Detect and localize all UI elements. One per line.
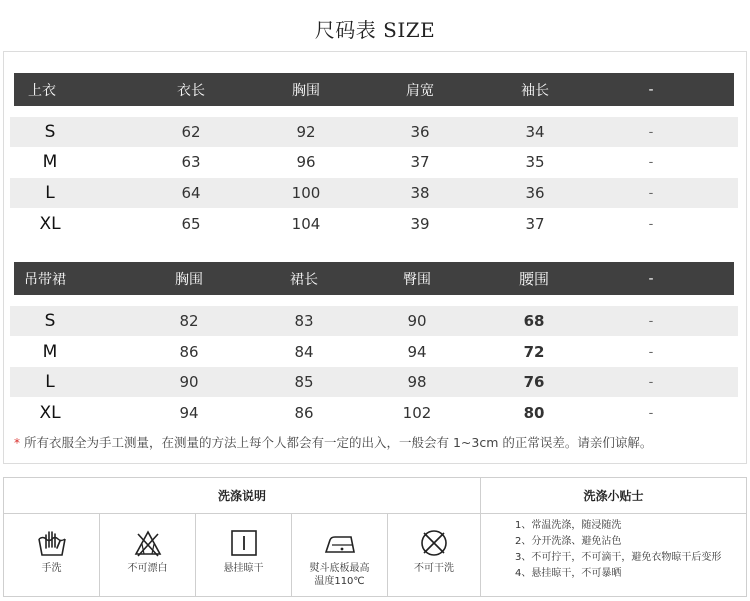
table-cell: 92: [296, 123, 316, 141]
top-header-bust: 胸围: [292, 82, 320, 99]
list-item: 4、悬挂晾干，不可暴晒: [515, 568, 622, 579]
table-cell: 39: [410, 215, 430, 233]
care-label-line1: 熨斗底板最高: [309, 563, 370, 574]
dress-header-length: 裙长: [290, 271, 318, 288]
list-item: 2、分开洗涤、避免沾色: [515, 536, 622, 547]
dress-header-bust: 胸围: [175, 271, 203, 288]
table-cell: -: [648, 313, 654, 329]
size-label: L: [45, 183, 55, 203]
table-cell: -: [648, 405, 654, 421]
size-label: S: [44, 122, 56, 142]
table-cell: 68: [523, 312, 545, 330]
care-item-iron: [292, 514, 388, 596]
care-panel: [3, 477, 747, 597]
table-cell: 64: [181, 184, 201, 202]
size-label: L: [45, 372, 55, 392]
table-row: [10, 337, 738, 367]
table-cell: 76: [523, 373, 545, 391]
size-label: XL: [39, 403, 61, 423]
top-header-extra: -: [648, 81, 654, 98]
page-title: 尺码表 SIZE: [314, 18, 436, 42]
care-label: 悬挂晾干: [223, 563, 264, 574]
size-label: XL: [39, 214, 61, 234]
dress-header-waist: 腰围: [518, 270, 549, 288]
top-header-length: 衣长: [177, 82, 205, 99]
table-cell: 63: [181, 153, 201, 171]
top-table-header: [14, 73, 734, 106]
table-cell: 96: [296, 153, 316, 171]
hand-wash-icon: [35, 526, 69, 560]
table-cell: 38: [410, 184, 430, 202]
care-label: 不可干洗: [414, 563, 454, 574]
table-cell: 62: [181, 123, 201, 141]
top-header-sleeve: 袖长: [521, 82, 549, 99]
table-cell: -: [648, 124, 654, 140]
table-cell: -: [648, 216, 654, 232]
no-dry-clean-icon: [417, 526, 451, 560]
table-row: [10, 178, 738, 208]
table-cell: -: [648, 344, 654, 360]
table-cell: 86: [294, 404, 314, 422]
tips-heading: 洗涤小贴士: [481, 478, 746, 514]
table-cell: 90: [179, 373, 199, 391]
table-cell: 83: [294, 312, 314, 330]
table-cell: -: [648, 185, 654, 201]
table-row: [10, 367, 738, 397]
list-item: 1、常温洗涤，随浸随洗: [515, 520, 622, 531]
iron-icon: [323, 526, 357, 560]
care-item-hang-dry: [196, 514, 292, 596]
hang-dry-icon: [227, 526, 261, 560]
table-cell: 65: [181, 215, 201, 233]
top-header-shoulder: 肩宽: [406, 82, 434, 99]
table-cell: 94: [179, 404, 199, 422]
table-row: [10, 398, 738, 428]
table-cell: 72: [523, 343, 545, 361]
table-cell: 37: [525, 215, 545, 233]
care-label: [292, 562, 387, 588]
care-item-no-bleach: [100, 514, 196, 596]
care-heading: 洗涤说明: [4, 478, 481, 514]
table-cell: 36: [525, 184, 545, 202]
table-cell: 82: [179, 312, 199, 330]
table-cell: 102: [402, 404, 432, 422]
dress-header-hip: 臀围: [403, 271, 431, 288]
dress-table-header: [14, 262, 734, 295]
table-cell: 36: [410, 123, 430, 141]
table-cell: -: [648, 374, 654, 390]
dress-header-category: 吊带裙: [24, 271, 66, 288]
table-cell: 104: [291, 215, 321, 233]
table-row: [10, 147, 738, 177]
table-cell: -: [648, 154, 654, 170]
table-row: [10, 117, 738, 147]
table-cell: 98: [407, 373, 427, 391]
care-item-no-dry-clean: [388, 514, 481, 596]
dress-header-extra: -: [648, 270, 654, 287]
care-label: 手洗: [41, 563, 62, 574]
no-bleach-icon: [131, 526, 165, 560]
tips-list: [481, 514, 746, 596]
note-text: 所有衣服全为手工测量，在测量的方法上每个人都会有一定的出入，一般会有 1~3cm 的正常误差。请亲们谅解。: [24, 435, 653, 450]
table-row: [10, 209, 738, 239]
table-cell: 35: [525, 153, 545, 171]
size-label: M: [42, 152, 58, 172]
list-item: 3、不可拧干，不可滴干，避免衣物晾干后变形: [515, 552, 722, 563]
table-cell: 90: [407, 312, 427, 330]
table-cell: 100: [291, 184, 321, 202]
size-label: M: [42, 342, 58, 362]
top-header-category: 上衣: [28, 82, 56, 99]
table-cell: 85: [294, 373, 314, 391]
table-cell: 37: [410, 153, 430, 171]
care-label: 不可漂白: [127, 563, 168, 574]
table-cell: 80: [523, 404, 545, 422]
table-cell: 94: [407, 343, 427, 361]
care-item-hand-wash: [4, 514, 100, 596]
note-star: *: [14, 436, 20, 450]
size-label: S: [44, 311, 56, 331]
care-label-line2: 温度110℃: [314, 576, 365, 587]
table-cell: 86: [179, 343, 199, 361]
table-row: [10, 306, 738, 336]
measurement-note: [14, 433, 652, 451]
table-cell: 34: [525, 123, 545, 141]
table-cell: 84: [294, 343, 314, 361]
